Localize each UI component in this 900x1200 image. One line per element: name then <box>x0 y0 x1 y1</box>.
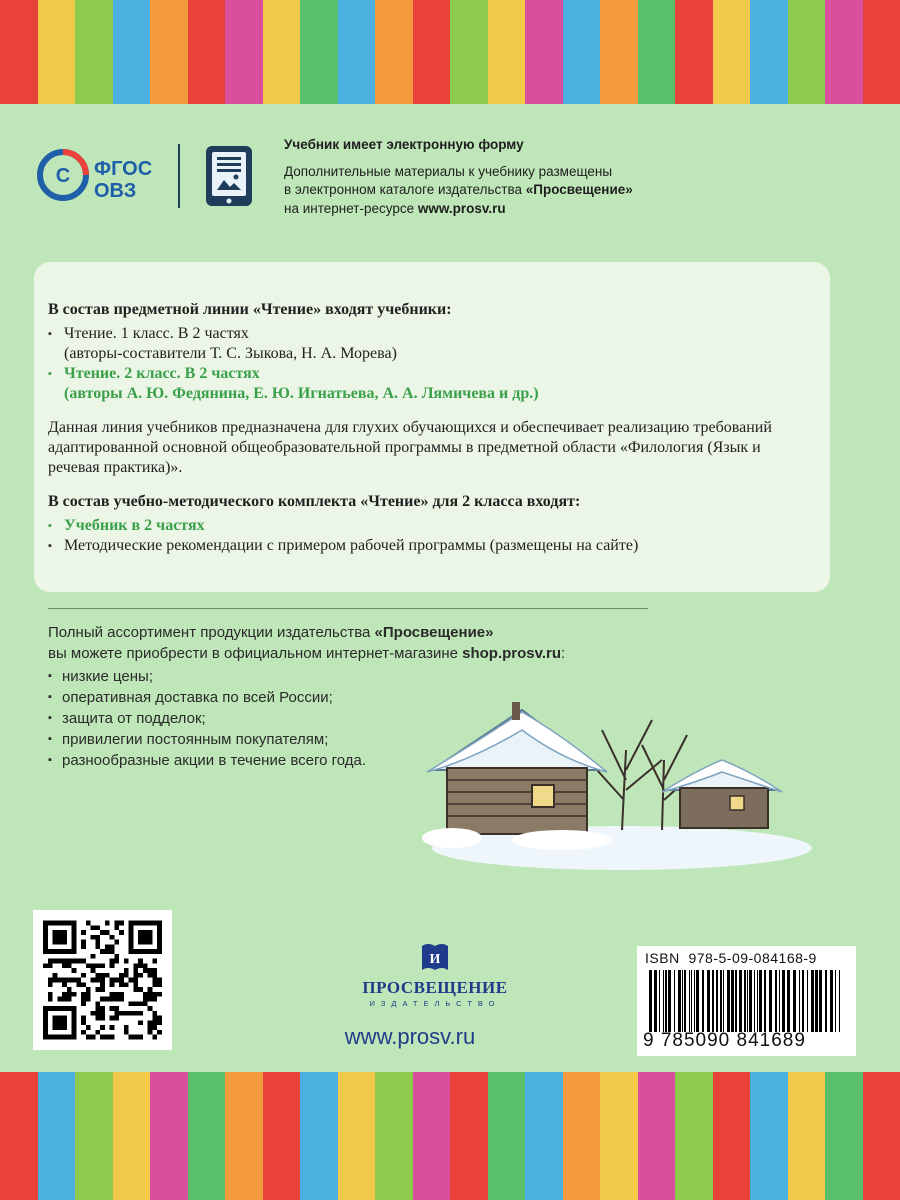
qr-code[interactable] <box>33 910 172 1050</box>
shop-link[interactable]: shop.prosv.ru <box>462 645 562 662</box>
qr-code-icon <box>43 920 162 1040</box>
color-stripe <box>338 1072 376 1200</box>
color-stripe <box>825 0 863 104</box>
color-stripe <box>75 0 113 104</box>
color-stripe <box>188 1072 226 1200</box>
website-link[interactable]: www.prosv.ru <box>417 200 506 216</box>
shop-publisher-name: «Просвещение» <box>374 624 494 641</box>
eform-line3-text: на интернет-ресурсе <box>284 200 418 216</box>
publisher-name: ПРОСВЕЩЕНИЕ <box>362 978 508 997</box>
fgos-ovz-logo <box>36 144 176 208</box>
color-stripe <box>638 0 676 104</box>
tablet-icon <box>204 144 254 208</box>
benefit-item: ▪ разнообразные акции в течение всего года. <box>48 750 668 771</box>
color-stripe <box>600 0 638 104</box>
color-stripe <box>600 1072 638 1200</box>
kit-list <box>48 516 808 556</box>
color-stripe <box>638 1072 676 1200</box>
color-stripe <box>863 1072 900 1200</box>
isbn-prefix: ISBN <box>645 950 680 966</box>
kit-item-1: ▪ Учебник в 2 частях <box>48 516 808 536</box>
color-stripe <box>150 1072 188 1200</box>
book-1-title: ▪ Чтение. 1 класс. В 2 частях <box>64 325 249 342</box>
color-stripe <box>488 1072 526 1200</box>
bottom-color-stripes <box>0 1072 900 1200</box>
benefit-item: ▪ низкие цены; <box>48 666 668 687</box>
publisher-logo <box>360 940 510 1030</box>
eform-line2-text: в электронном каталоге издательства <box>284 182 526 197</box>
color-stripe <box>113 1072 151 1200</box>
color-stripe <box>488 0 526 104</box>
color-stripe <box>413 0 451 104</box>
color-stripe <box>450 0 488 104</box>
barcode-icon <box>647 970 846 1032</box>
svg-text:С: С <box>55 165 71 187</box>
color-stripe <box>0 1072 38 1200</box>
barcode-digits: 9 785090 841689 <box>643 1030 806 1051</box>
color-stripe <box>863 0 900 104</box>
top-color-stripes <box>0 0 900 104</box>
color-stripe <box>75 1072 113 1200</box>
color-stripe <box>338 0 376 104</box>
shop-line1 <box>48 622 668 643</box>
shop-line1-text: Полный ассортимент продукции издательства <box>48 624 375 641</box>
color-stripe <box>300 1072 338 1200</box>
publisher-subtitle: ИЗДАТЕЛЬСТВО <box>369 999 501 1008</box>
line-heading: В состав предметной линии «Чтение» входят учебники: <box>48 301 452 318</box>
color-stripe <box>675 0 713 104</box>
book-2-title: ▪ Чтение. 2 класс. В 2 частях <box>64 365 260 382</box>
color-stripe <box>825 1072 863 1200</box>
publisher-logo-icon <box>418 940 452 974</box>
book-item-2 <box>48 364 808 404</box>
color-stripe <box>675 1072 713 1200</box>
color-stripe <box>375 0 413 104</box>
color-stripe <box>150 0 188 104</box>
color-stripe <box>563 1072 601 1200</box>
kit-heading: В состав учебно-методического комплекта «Чтение» для 2 класса входят: <box>48 493 581 510</box>
color-stripe <box>263 1072 301 1200</box>
isbn-label <box>645 950 817 966</box>
color-stripe <box>225 0 263 104</box>
winter-village-illustration <box>412 690 812 870</box>
eform-line3 <box>284 200 633 219</box>
book-1-authors: (авторы-составители Т. С. Зыкова, Н. А. Морева) <box>64 345 397 362</box>
svg-text:И: И <box>429 952 441 967</box>
color-stripe <box>188 0 226 104</box>
benefit-item: ▪ защита от подделок; <box>48 708 668 729</box>
color-stripe <box>413 1072 451 1200</box>
color-stripe <box>375 1072 413 1200</box>
color-stripe <box>113 0 151 104</box>
fgos-text <box>94 158 152 202</box>
isbn-barcode <box>637 946 856 1056</box>
color-stripe <box>788 0 826 104</box>
info-content <box>48 300 808 556</box>
color-stripe <box>713 0 751 104</box>
color-stripe <box>450 1072 488 1200</box>
color-stripe <box>525 1072 563 1200</box>
shop-line2-text: вы можете приобрести в официальном интернет-магазине <box>48 645 463 662</box>
publisher-website[interactable]: www.prosv.ru <box>344 1024 476 1049</box>
benefit-item: ▪ привилегии постоянным покупателям; <box>48 729 668 750</box>
books-list <box>48 324 808 404</box>
eform-title: Учебник имеет электронную форму <box>284 137 524 152</box>
color-stripe <box>525 0 563 104</box>
isbn-number: 978-5-09-084168-9 <box>688 950 817 966</box>
line-description: Данная линия учебников предназначена для глухих обучающихся и обеспечивает реализацию требований адаптированной основной общеобразовательной программы в предметной области «Филология (Язык и речевая практика)». <box>48 419 772 476</box>
electronic-form-notice <box>284 136 633 218</box>
color-stripe <box>38 0 76 104</box>
publisher-name-bold: «Просвещение» <box>525 182 633 197</box>
color-stripe <box>750 1072 788 1200</box>
shop-line2-colon: : <box>561 645 566 662</box>
book-2-authors: (авторы А. Ю. Федянина, Е. Ю. Игнатьева, А. А. Лямичева и др.) <box>64 385 539 402</box>
color-stripe <box>750 0 788 104</box>
color-stripe <box>263 0 301 104</box>
kit-item-2: ▪ Методические рекомендации с примером рабочей программы (размещены на сайте) <box>48 536 808 556</box>
fgos-line1: ФГОС <box>94 158 153 180</box>
color-stripe <box>788 1072 826 1200</box>
eform-line2 <box>284 181 633 200</box>
shop-line2 <box>48 643 668 664</box>
color-stripe <box>300 0 338 104</box>
fgos-icon <box>36 148 90 202</box>
color-stripe <box>713 1072 751 1200</box>
eform-line1: Дополнительные материалы к учебнику размещены <box>284 163 613 179</box>
color-stripe <box>563 0 601 104</box>
book-item-1 <box>48 324 808 364</box>
section-divider <box>48 608 648 609</box>
color-stripe <box>38 1072 76 1200</box>
benefit-item: ▪ оперативная доставка по всей России; <box>48 687 668 708</box>
color-stripe <box>225 1072 263 1200</box>
fgos-line2: ОВЗ <box>94 180 137 202</box>
color-stripe <box>0 0 38 104</box>
header-divider <box>178 144 180 208</box>
